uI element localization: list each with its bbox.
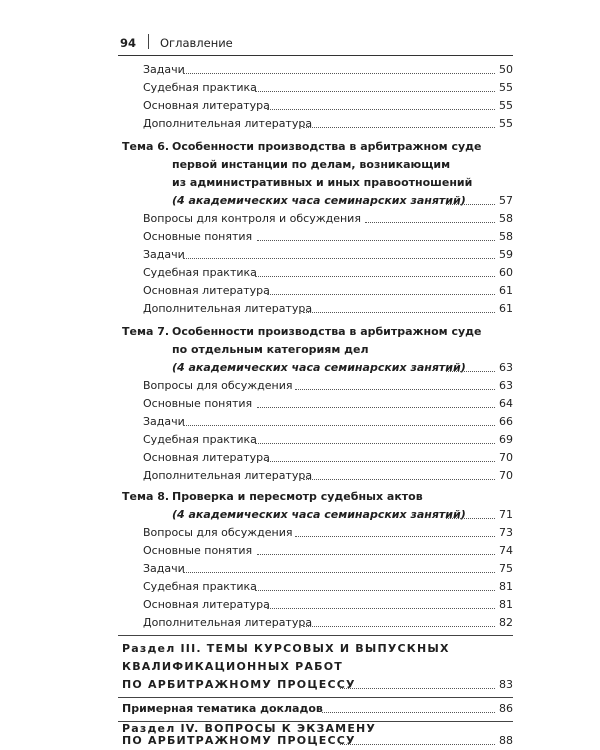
toc-entry: Основная литература 55 bbox=[143, 99, 513, 112]
topic-label: Тема 6. bbox=[122, 140, 170, 153]
topic-title-line: Проверка и пересмотр судебных актов bbox=[172, 490, 423, 503]
toc-entry-hours: (4 академических часа семинарских занятий) 57 bbox=[172, 194, 513, 207]
toc-entry: Судебная практика 60 bbox=[143, 266, 513, 279]
toc-entry: Вопросы для контроля и обсуждения 58 bbox=[143, 212, 513, 225]
toc-entry: Судебная практика 55 bbox=[143, 81, 513, 94]
topic-title-line: по отдельным категориям дел bbox=[172, 343, 369, 356]
toc-entry-hours: (4 академических часа семинарских занятий) 63 bbox=[172, 361, 513, 374]
section-entry: Примерная тематика докладов 86 bbox=[122, 702, 513, 715]
section-entry: ПО АРБИТРАЖНОМУ ПРОЦЕССУ 88 bbox=[122, 734, 513, 747]
topic-title-line: из административных и иных правоотношений bbox=[172, 176, 473, 189]
toc-entry: Основная литература 70 bbox=[143, 451, 513, 464]
page-number: 94 bbox=[120, 36, 137, 50]
toc-entry: Основные понятия 74 bbox=[143, 544, 513, 557]
section-title-line: Раздел III. ТЕМЫ КУРСОВЫХ И ВЫПУСКНЫХ bbox=[122, 642, 450, 655]
toc-entry: Дополнительная литература 55 bbox=[143, 117, 513, 130]
section-divider bbox=[118, 697, 513, 698]
toc-entry: Задачи 75 bbox=[143, 562, 513, 575]
topic-label: Тема 7. bbox=[122, 325, 170, 338]
toc-entry: Дополнительная литература 61 bbox=[143, 302, 513, 315]
topic-label: Тема 8. bbox=[122, 490, 170, 503]
section-divider bbox=[118, 635, 513, 636]
section-title-line: КВАЛИФИКАЦИОННЫХ РАБОТ bbox=[122, 660, 343, 673]
toc-entry: Дополнительная литература 70 bbox=[143, 469, 513, 482]
topic-title-line: Особенности производства в арбитражном суде bbox=[172, 325, 482, 338]
toc-entry: Дополнительная литература 82 bbox=[143, 616, 513, 629]
section-entry: ПО АРБИТРАЖНОМУ ПРОЦЕССУ 83 bbox=[122, 678, 513, 691]
toc-entry: Задачи 59 bbox=[143, 248, 513, 261]
toc-entry: Задачи 50 bbox=[143, 63, 513, 76]
toc-entry: Основные понятия 64 bbox=[143, 397, 513, 410]
toc-entry: Вопросы для обсуждения 73 bbox=[143, 526, 513, 539]
topic-title-line: первой инстанции по делам, возникающим bbox=[172, 158, 451, 171]
topic-title-line: Особенности производства в арбитражном суде bbox=[172, 140, 482, 153]
header-separator bbox=[148, 34, 149, 49]
running-header bbox=[118, 33, 513, 56]
toc-entry: Судебная практика 81 bbox=[143, 580, 513, 593]
toc-entry: Задачи 66 bbox=[143, 415, 513, 428]
toc-entry: Основные понятия 58 bbox=[143, 230, 513, 243]
toc-entry-hours: (4 академических часа семинарских занятий) 71 bbox=[172, 508, 513, 521]
header-title: Оглавление bbox=[160, 36, 233, 50]
toc-entry: Основная литература 81 bbox=[143, 598, 513, 611]
toc-entry: Вопросы для обсуждения 63 bbox=[143, 379, 513, 392]
toc-entry: Основная литература 61 bbox=[143, 284, 513, 297]
toc-entry: Судебная практика 69 bbox=[143, 433, 513, 446]
section-title-line: Раздел IV. ВОПРОСЫ К ЭКЗАМЕНУ bbox=[122, 722, 377, 735]
